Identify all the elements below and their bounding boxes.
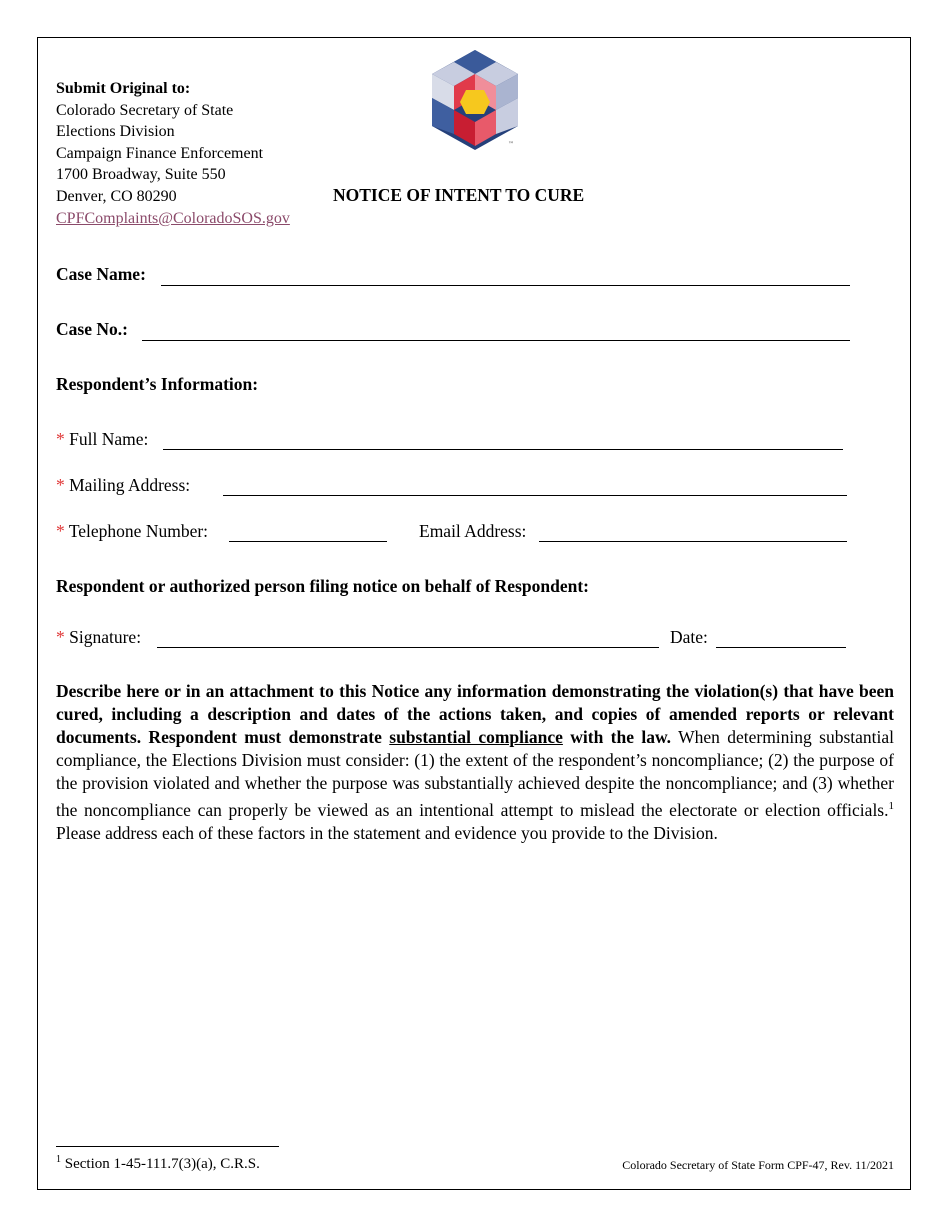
required-asterisk: * xyxy=(56,627,65,647)
signature-label xyxy=(56,627,141,648)
case-no-label: Case No.: xyxy=(56,319,128,339)
telephone-field[interactable] xyxy=(229,541,387,542)
footnote-divider xyxy=(56,1146,279,1147)
submit-heading: Submit Original to: xyxy=(56,80,191,97)
signature-field[interactable] xyxy=(157,647,659,648)
instructions-body-end: Please address each of these factors in the statement and evidence you provide to the Division. xyxy=(56,822,718,843)
instructions-underlined: substantial compliance xyxy=(389,727,563,747)
email-address-label: Email Address: xyxy=(419,521,527,541)
mailing-address-field[interactable] xyxy=(223,495,847,496)
date-label: Date: xyxy=(670,627,708,647)
case-no-field[interactable] xyxy=(142,340,850,341)
address-line: Campaign Finance Enforcement xyxy=(56,144,264,162)
footnote xyxy=(56,1154,260,1173)
address-line: 1700 Broadway, Suite 550 xyxy=(56,166,226,184)
required-asterisk: * xyxy=(56,521,65,541)
form-title: NOTICE OF INTENT TO CURE xyxy=(333,185,585,205)
address-line: Denver, CO 80290 xyxy=(56,187,177,205)
respondent-info-heading: Respondent’s Information: xyxy=(56,374,259,394)
footnote-mark: 1 xyxy=(56,1154,61,1165)
email-link[interactable]: CPFComplaints@ColoradoSOS.gov xyxy=(56,209,290,227)
svg-text:™: ™ xyxy=(508,141,514,148)
case-name-field[interactable] xyxy=(161,285,850,286)
colorado-sos-logo-icon xyxy=(428,48,522,152)
email-address-field[interactable] xyxy=(539,541,847,542)
address-line: Elections Division xyxy=(56,123,175,141)
instructions-bold-end: with the law. xyxy=(570,727,672,747)
date-field[interactable] xyxy=(716,647,846,648)
footnote-reference: 1 xyxy=(888,800,894,812)
case-name-label: Case Name: xyxy=(56,264,146,284)
instructions-bold: Describe here or in an attachment to this Notice any information demonstrating the violation(s) that have been cured, including a description and dates of the actions taken, and copies of amended reports or relevant documents. Respondent must demonstrate xyxy=(56,681,894,747)
required-asterisk: * xyxy=(56,429,65,449)
telephone-label xyxy=(56,521,208,542)
mailing-address-text: Mailing Address: xyxy=(69,475,191,495)
instructions-paragraph xyxy=(56,680,894,845)
address-line: Colorado Secretary of State xyxy=(56,101,234,119)
full-name-label xyxy=(56,429,148,450)
signature-text: Signature: xyxy=(69,627,142,647)
required-asterisk: * xyxy=(56,475,65,495)
authorized-person-heading: Respondent or authorized person filing notice on behalf of Respondent: xyxy=(56,576,589,596)
instructions-body: When determining substantial compliance, the Elections Division must consider: (1) the extent of the respondent’s noncompliance; (2) the purpose of the provision violated and whether the purpose was substantially achieved despite the noncompliance; and (3) whether the noncompliance can properly be viewed as an intentional attempt to mislead the electorate or election officials. xyxy=(56,727,894,820)
mailing-address-label xyxy=(56,475,190,496)
submit-address-block xyxy=(56,78,290,229)
telephone-text: Telephone Number: xyxy=(68,521,209,541)
footnote-text: Section 1-45-111.7(3)(a), C.R.S. xyxy=(64,1156,260,1172)
full-name-text: Full Name: xyxy=(69,429,149,449)
full-name-field[interactable] xyxy=(163,449,843,450)
form-identifier: Colorado Secretary of State Form CPF-47, Rev. 11/2021 xyxy=(622,1158,894,1172)
